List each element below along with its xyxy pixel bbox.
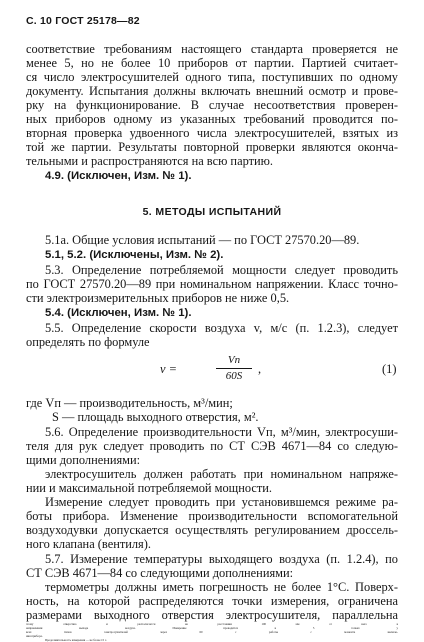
clause-5-1a: 5.1а. Общие условия испытаний — по ГОСТ 27570.20—89. bbox=[45, 233, 360, 247]
text-line: соответствие требованиям настоящего стандарта проверяется не bbox=[26, 42, 398, 56]
text-line: ся число электросушителей одного типа, поступивших по одному bbox=[26, 70, 398, 84]
formula-lhs: v = bbox=[160, 362, 177, 376]
text-line: определять по формуле bbox=[26, 335, 150, 349]
text-line: рку на функционирование. В случае несоответствия проверен- bbox=[26, 98, 398, 112]
text-line: 5.7. Измерение температуры выходящего воздуха (п. 1.2.4), по bbox=[45, 552, 398, 566]
text-line: S — площадь выходного отверстия, м². bbox=[52, 410, 259, 424]
text-line: термометры должны иметь погрешность не более 1°С. Поверх- bbox=[45, 580, 398, 594]
text-line: ния прибора. bbox=[26, 634, 43, 638]
formula-numerator: Vп bbox=[227, 354, 241, 366]
text-line: 5.6. Определение производительности Vп, м³/мин, электросуши- bbox=[45, 425, 398, 439]
formula-fraction bbox=[216, 354, 252, 383]
page-header: С. 10 ГОСТ 25178—82 bbox=[26, 15, 140, 27]
text-line: направлении выхода воздуха. Измерение проводится в 5 точках у bbox=[26, 626, 398, 630]
text-line: по ГОСТ 27570.20—89 при номинальном напряжении. Класс точно- bbox=[26, 277, 398, 291]
text-line: теля для рук следует проводить по СТ СЭВ 4671—84 со следую- bbox=[26, 439, 398, 453]
text-line: той же партии. Результаты повторной проверки являются оконча- bbox=[26, 140, 398, 154]
clause-4-9: 4.9. (Исключен, Изм. № 1). bbox=[45, 170, 192, 182]
equation-number: (1) bbox=[382, 362, 397, 376]
text-line: этому отверстию и располагается на расстоянии 100 мм от него в bbox=[26, 622, 398, 626]
formula-comma: , bbox=[258, 362, 262, 376]
text-line: боты прибора. Изменение производительности вспомогательной bbox=[26, 509, 398, 523]
text-line: щими дополнениями: bbox=[26, 453, 141, 467]
text-line: где Vп — производительность, м³/мин; bbox=[26, 396, 233, 410]
text-line: Измерение следует проводить при установившемся режиме ра- bbox=[45, 495, 398, 509]
text-line: ного клапана (вентиля). bbox=[26, 537, 151, 551]
text-line: воздуходувки допускается осуществлять регулированием дроссель- bbox=[26, 523, 398, 537]
text-line: документу. Испытания должны включать внешний осмотр и прове- bbox=[26, 84, 398, 98]
clause-5-1-5-2: 5.1, 5.2. (Исключены, Изм. № 2). bbox=[45, 249, 224, 261]
formula bbox=[150, 354, 290, 384]
text-line: нии и максимальной потребляемой мощности. bbox=[26, 481, 272, 495]
text-line: Продолжительность измерения — не более 15 с. bbox=[45, 638, 108, 642]
text-line: 5.5. Определение скорости воздуха v, м/с (п. 1.2.3), следует bbox=[45, 321, 398, 335]
text-line: менее 5, но не более 10 приборов от партии. Партией считает- bbox=[26, 56, 398, 70]
section-title: 5. МЕТОДЫ ИСПЫТАНИЙ bbox=[142, 206, 282, 218]
text-line: всех типов электросушителей через 60 с работы с момента включе- bbox=[26, 630, 398, 634]
text-line: размерами выходного отверстия электросушителя, параллельна bbox=[26, 608, 398, 622]
text-line: ных приборов одному из указанных требований проводится по- bbox=[26, 112, 398, 126]
text-line: 5.3. Определение потребляемой мощности следует проводить bbox=[45, 263, 398, 277]
clause-5-4: 5.4. (Исключен, Изм. № 1). bbox=[45, 307, 192, 319]
text-line: сти электроизмерительных приборов не ниже 0,5. bbox=[26, 291, 290, 305]
formula-denominator: 60S bbox=[225, 370, 243, 382]
text-line: вторная проверка удвоенного числа электросушителей, взятых из bbox=[26, 126, 398, 140]
text-line: ность, на которой распределяются точки измерения, ограничена bbox=[26, 594, 398, 608]
text-line: СТ СЭВ 4671—84 со следующими дополнениями: bbox=[26, 566, 294, 580]
fraction-bar bbox=[216, 368, 252, 369]
text-line: тельными и распространяются на всю партию. bbox=[26, 154, 273, 168]
text-line: электросушитель должен работать при номинальном напряже- bbox=[45, 467, 398, 481]
